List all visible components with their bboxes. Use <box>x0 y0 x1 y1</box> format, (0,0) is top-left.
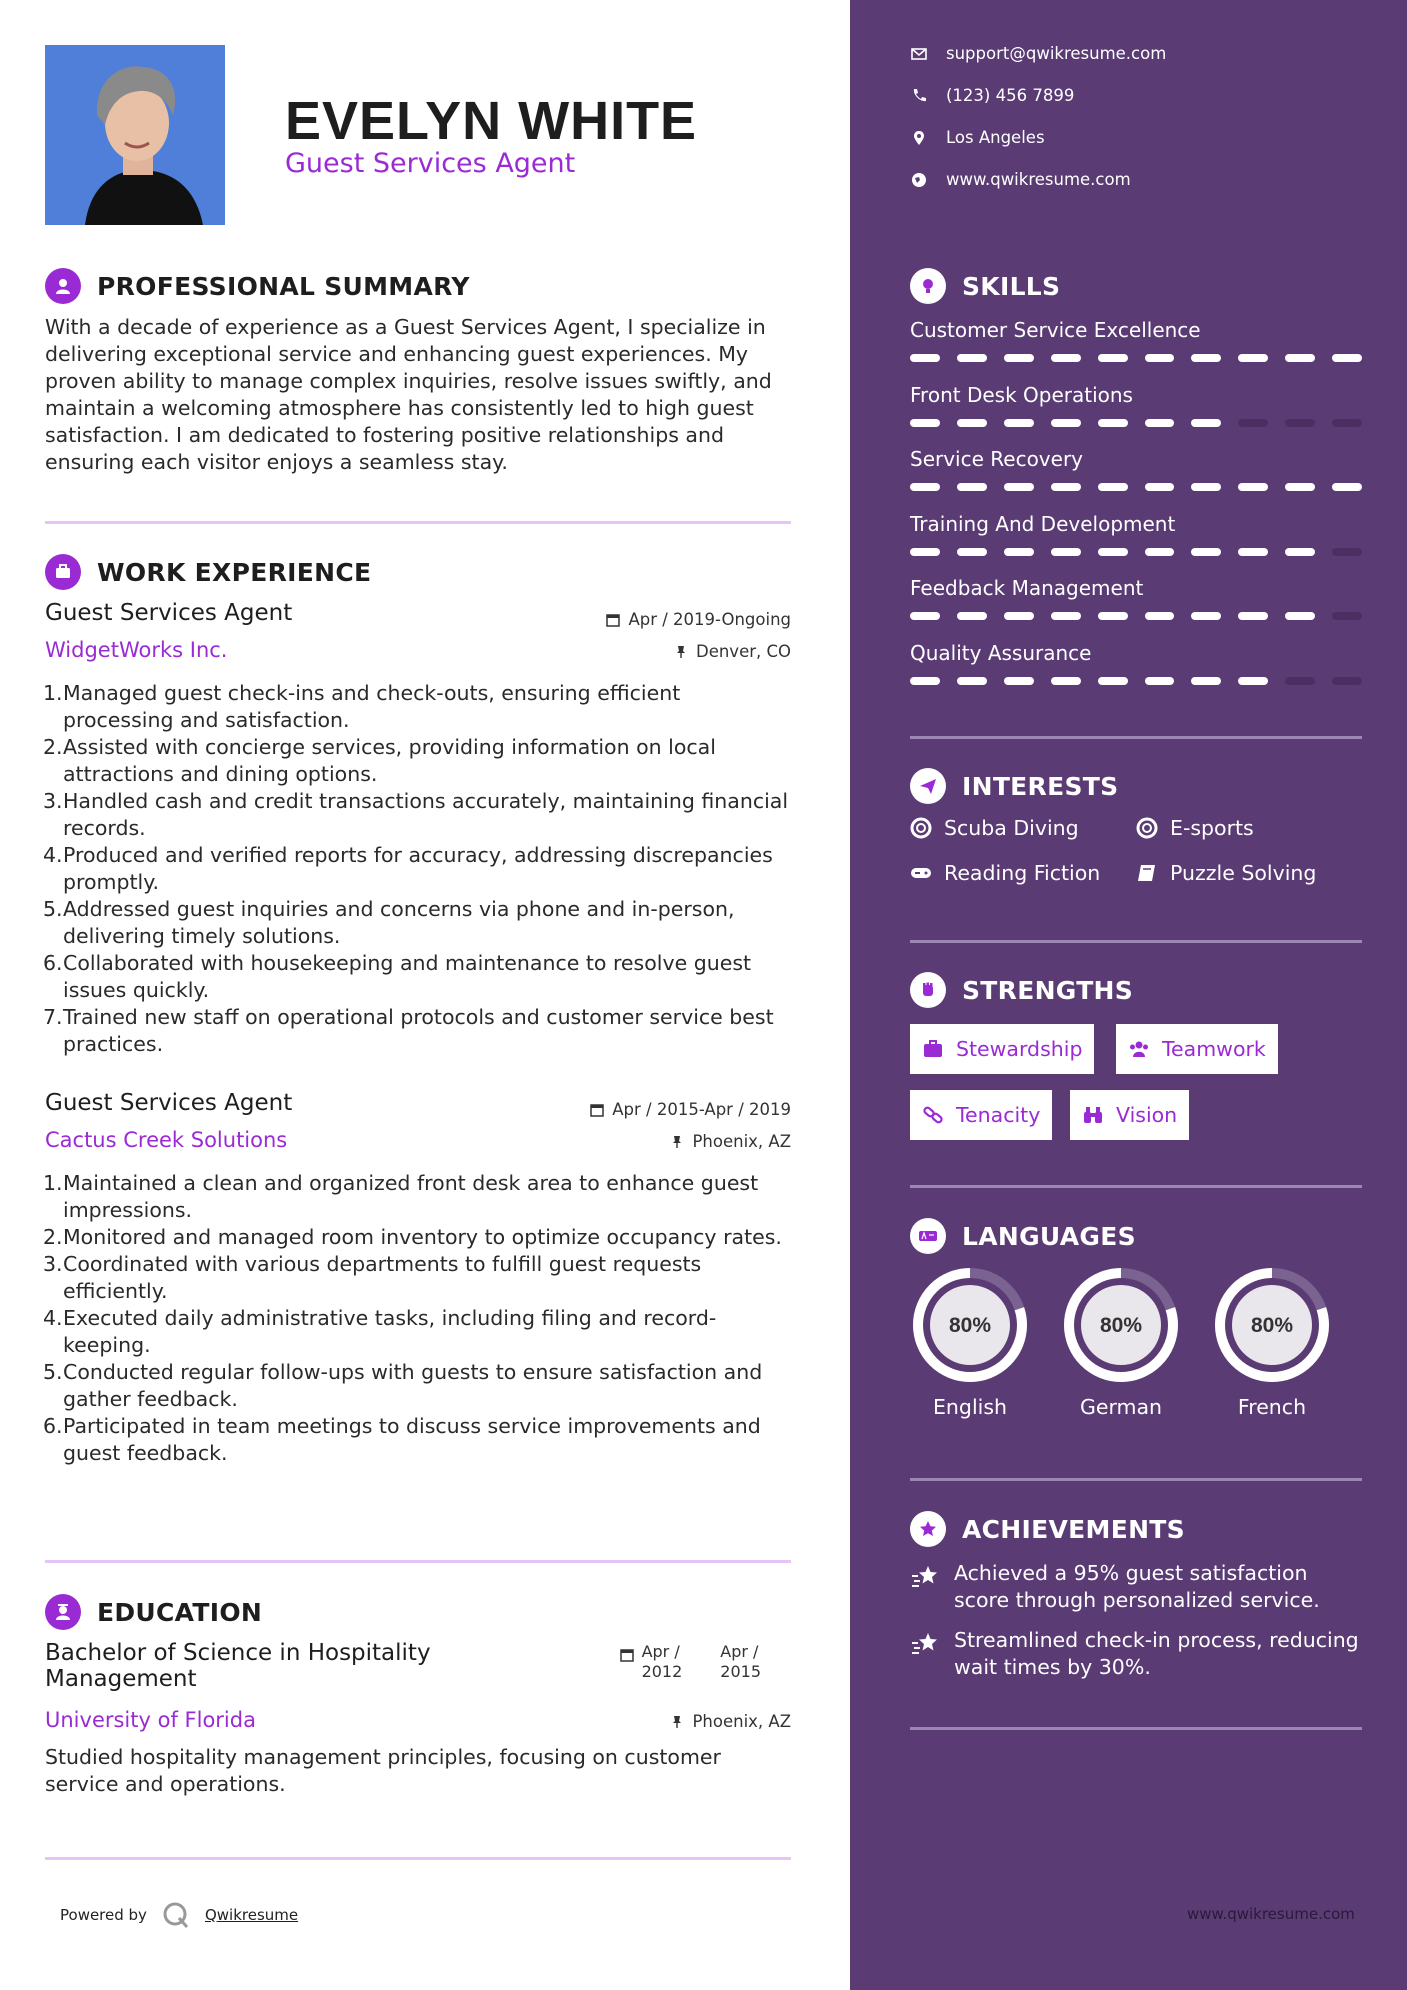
pin-icon <box>674 645 688 659</box>
skills-heading-row <box>910 268 1060 304</box>
list-item: 6. Participated in team meetings to discuss service improvements and guest feedback. <box>43 1414 761 1465</box>
language-percent: 80% <box>948 1314 992 1337</box>
job-dates-text: Apr / 2019-Ongoing <box>628 610 791 629</box>
language-progress-ring <box>1212 1265 1332 1385</box>
skill-item <box>910 447 1362 491</box>
rating-dash <box>1145 419 1175 427</box>
rating-dash <box>1051 677 1081 685</box>
rating-dash <box>1145 483 1175 491</box>
achievements-heading-row <box>910 1511 1185 1547</box>
section-divider <box>910 1727 1362 1730</box>
rating-dash <box>1004 612 1034 620</box>
skill-item <box>910 318 1362 362</box>
calendar-icon <box>590 1103 604 1117</box>
end-date: Apr / <box>720 1642 759 1661</box>
skill-item <box>910 641 1362 685</box>
school-name: University of Florida <box>45 1708 256 1732</box>
rating-dash <box>1098 354 1128 362</box>
interest-item <box>1136 861 1316 885</box>
list-item: 4. Produced and verified reports for accuracy, addressing discrepancies promptly. <box>43 843 773 894</box>
summary-heading: PROFESSIONAL SUMMARY <box>97 271 470 301</box>
briefcase-icon <box>45 554 81 590</box>
rating-dash <box>1238 483 1268 491</box>
job-duties-list <box>45 1170 795 1467</box>
job-title: Guest Services Agent <box>45 1090 293 1116</box>
skill-name: Feedback Management <box>910 576 1144 600</box>
section-divider <box>45 1857 791 1860</box>
rating-dash <box>910 483 940 491</box>
summary-section <box>45 268 805 476</box>
contact-website-text[interactable]: www.qwikresume.com <box>946 170 1131 189</box>
section-divider <box>45 1560 791 1563</box>
strengths-heading: STRENGTHS <box>962 975 1134 1005</box>
rating-dash <box>1145 612 1175 620</box>
phone-icon <box>910 87 928 105</box>
rating-dash <box>1098 548 1128 556</box>
rating-dash <box>957 419 987 427</box>
start-date: Apr / <box>641 1642 680 1661</box>
interest-label: Reading Fiction <box>944 861 1101 885</box>
rating-dash <box>1145 548 1175 556</box>
paper-plane-icon <box>910 768 946 804</box>
achievement-item <box>910 1560 1362 1614</box>
interest-label: Puzzle Solving <box>1170 861 1317 885</box>
rating-dash <box>1332 354 1362 362</box>
rating-dash <box>1191 612 1221 620</box>
skill-item <box>910 576 1362 620</box>
achievement-item <box>910 1627 1362 1681</box>
interests-heading-row <box>910 768 1118 804</box>
star-badge-icon <box>910 1511 946 1547</box>
rating-dash <box>1238 419 1268 427</box>
users-icon <box>1128 1038 1150 1060</box>
rating-dash <box>1004 419 1034 427</box>
list-item: 2. Monitored and managed room inventory to optimize occupancy rates. <box>43 1225 782 1249</box>
rating-dash <box>1145 677 1175 685</box>
rating-dash <box>1285 419 1315 427</box>
job-title: Guest Services Agent <box>45 600 293 626</box>
map-pin-icon <box>910 129 928 147</box>
achievements-heading: ACHIEVEMENTS <box>962 1514 1185 1544</box>
interest-item <box>1136 816 1254 840</box>
contact-website <box>910 170 1131 189</box>
education-heading: EDUCATION <box>97 1597 263 1627</box>
rating-dash <box>1051 612 1081 620</box>
experience-heading: WORK EXPERIENCE <box>97 557 372 587</box>
language-name: French <box>1237 1395 1307 1419</box>
job-dates <box>606 610 791 629</box>
life-ring-icon <box>1136 817 1158 839</box>
achievement-text: Streamlined check-in process, reducing wait times by 30%. <box>954 1628 1359 1679</box>
education-location-text: Phoenix, AZ <box>692 1712 791 1731</box>
job-location <box>674 642 791 661</box>
shooting-star-icon <box>910 1629 940 1659</box>
strength-badge <box>1070 1090 1189 1140</box>
contact-phone <box>910 86 1074 105</box>
achievement-text: Achieved a 95% guest satisfaction score through personalized service. <box>954 1561 1320 1612</box>
skill-name: Training And Development <box>910 511 1176 536</box>
skill-name: Customer Service Excellence <box>910 318 1201 342</box>
interest-label: E-sports <box>1170 816 1254 840</box>
strength-badge <box>1116 1024 1278 1074</box>
rating-dash <box>957 483 987 491</box>
list-item: 2. Assisted with concierge services, providing information on local attractions and dining options. <box>43 735 716 786</box>
rating-dash <box>910 677 940 685</box>
strength-label: Tenacity <box>956 1103 1041 1127</box>
rating-dash <box>1145 354 1175 362</box>
binoculars-icon <box>1082 1104 1104 1126</box>
user-icon <box>45 268 81 304</box>
section-divider <box>910 1478 1362 1481</box>
qwikresume-logo-icon <box>161 1900 191 1930</box>
pin-icon <box>670 1135 684 1149</box>
brand-link[interactable]: Qwikresume <box>204 1906 299 1924</box>
languages-heading: LANGUAGES <box>962 1221 1136 1251</box>
rating-dash <box>1332 548 1362 556</box>
job-location <box>670 1132 791 1151</box>
candidate-role: Guest Services Agent <box>285 148 576 179</box>
calendar-icon <box>606 613 620 627</box>
list-item: 1. Maintained a clean and organized front desk area to enhance guest impressions. <box>43 1171 759 1222</box>
rating-dash <box>910 419 940 427</box>
list-item: 4. Executed daily administrative tasks, including filing and record-keeping. <box>43 1306 717 1357</box>
job-location-text: Phoenix, AZ <box>692 1132 791 1151</box>
strength-label: Vision <box>1116 1103 1178 1127</box>
end-year: 2015 <box>720 1662 761 1681</box>
section-divider <box>910 940 1362 943</box>
strength-badge <box>910 1090 1052 1140</box>
skill-rating <box>910 354 1362 362</box>
company-name: Cactus Creek Solutions <box>45 1128 288 1152</box>
degree-line: Bachelor of Science in Hospitality <box>45 1640 431 1666</box>
language-item <box>1212 1265 1332 1419</box>
section-divider <box>45 521 791 524</box>
rating-dash <box>1238 354 1268 362</box>
strength-label: Stewardship <box>956 1037 1083 1061</box>
shooting-star-icon <box>910 1562 940 1592</box>
rating-dash <box>1004 677 1034 685</box>
pin-icon <box>670 1715 684 1729</box>
rating-dash <box>1098 677 1128 685</box>
rating-dash <box>1004 354 1034 362</box>
profile-photo <box>45 45 225 225</box>
rating-dash <box>1051 483 1081 491</box>
rating-dash <box>1191 548 1221 556</box>
rating-dash <box>1238 548 1268 556</box>
language-item <box>910 1265 1030 1419</box>
skill-rating <box>910 419 1362 427</box>
experience-section <box>45 554 791 1514</box>
section-divider <box>910 736 1362 739</box>
education-description: Studied hospitality management principles, focusing on customer service and operations. <box>45 1745 721 1796</box>
rating-dash <box>1285 612 1315 620</box>
interest-item <box>910 861 1100 885</box>
job-location-text: Denver, CO <box>695 642 791 661</box>
rating-dash <box>1098 483 1128 491</box>
summary-text: With a decade of experience as a Guest Services Agent, I specialize in delivering exceptional service and enhancing guest experiences. My proven ability to manage complex inquiries, resolve issues swiftly, and maintain a welcoming atmosphere has consistently led to high guest satisfaction. I am dedicated to fostering positive relationships and ensuring each visitor enjoys a seamless stay. <box>45 315 772 474</box>
skill-item <box>910 383 1362 427</box>
list-item: 3. Handled cash and credit transactions accurately, maintaining financial records. <box>43 789 789 840</box>
contact-location-text: Los Angeles <box>946 128 1045 147</box>
candidate-name: EVELYN WHITE <box>285 91 698 151</box>
rating-dash <box>1332 677 1362 685</box>
fist-icon <box>910 972 946 1008</box>
book-icon <box>1136 862 1158 884</box>
skill-name: Service Recovery <box>910 447 1084 471</box>
skill-name: Front Desk Operations <box>910 382 1133 407</box>
skill-rating <box>910 677 1362 685</box>
rating-dash <box>957 612 987 620</box>
degree-name <box>45 1640 431 1692</box>
rating-dash <box>1191 677 1221 685</box>
language-name: English <box>932 1395 1008 1419</box>
footer-url[interactable]: www.qwikresume.com <box>1187 1905 1355 1923</box>
graduation-icon <box>45 1594 81 1630</box>
interests-heading: INTERESTS <box>962 771 1119 801</box>
rating-dash <box>1098 612 1128 620</box>
rating-dash <box>957 677 987 685</box>
education-location <box>670 1712 791 1731</box>
education-dates <box>620 1642 761 1682</box>
list-item: 1. Managed guest check-ins and check-outs, ensuring efficient processing and satisfaction. <box>43 681 681 732</box>
company-name: WidgetWorks Inc. <box>45 638 228 662</box>
lightbulb-icon <box>910 268 946 304</box>
rating-dash <box>1285 548 1315 556</box>
rating-dash <box>910 548 940 556</box>
link-icon <box>922 1104 944 1126</box>
languages-heading-row <box>910 1218 1136 1254</box>
rating-dash <box>1051 419 1081 427</box>
rating-dash <box>1332 419 1362 427</box>
rating-dash <box>1285 483 1315 491</box>
envelope-icon <box>910 45 928 63</box>
rating-dash <box>1238 612 1268 620</box>
list-item: 5. Addressed guest inquiries and concerns via phone and in-person, delivering timely solutions. <box>43 897 735 948</box>
language-percent: 80% <box>1250 1314 1294 1337</box>
skill-item <box>910 512 1362 556</box>
rating-dash <box>1004 548 1034 556</box>
degree-line: Management <box>45 1666 197 1692</box>
skill-rating <box>910 548 1362 556</box>
gamepad-icon <box>910 862 932 884</box>
job-duties-list <box>45 680 795 1058</box>
skill-rating <box>910 483 1362 491</box>
list-item: 7. Trained new staff on operational protocols and customer service best practices. <box>43 1005 774 1056</box>
interest-item <box>910 816 1079 840</box>
list-item: 5. Conducted regular follow-ups with guests to ensure satisfaction and gather feedback. <box>43 1360 763 1411</box>
portrait-image <box>45 45 225 225</box>
language-item <box>1061 1265 1181 1419</box>
rating-dash <box>1098 419 1128 427</box>
rating-dash <box>1004 483 1034 491</box>
rating-dash <box>1191 354 1221 362</box>
rating-dash <box>1332 612 1362 620</box>
contact-phone-text: (123) 456 7899 <box>946 86 1075 105</box>
education-section <box>45 1594 791 1824</box>
rating-dash <box>910 354 940 362</box>
contact-email <box>910 44 1166 63</box>
strength-badge <box>910 1024 1094 1074</box>
rating-dash <box>1285 677 1315 685</box>
rating-dash <box>1191 483 1221 491</box>
powered-by <box>60 1900 298 1930</box>
rating-dash <box>1191 419 1221 427</box>
rating-dash <box>957 548 987 556</box>
section-divider <box>910 1185 1362 1188</box>
contact-location <box>910 128 1045 147</box>
skill-name: Quality Assurance <box>910 640 1092 665</box>
rating-dash <box>1238 677 1268 685</box>
briefcase-icon <box>922 1038 944 1060</box>
globe-icon <box>910 171 928 189</box>
skills-heading: SKILLS <box>962 271 1061 301</box>
language-name: German <box>1079 1395 1163 1419</box>
rating-dash <box>1051 548 1081 556</box>
language-percent: 80% <box>1099 1314 1143 1337</box>
job-dates <box>590 1100 791 1119</box>
rating-dash <box>910 612 940 620</box>
strengths-heading-row <box>910 972 1133 1008</box>
life-ring-icon <box>910 817 932 839</box>
rating-dash <box>1285 354 1315 362</box>
list-item: 6. Collaborated with housekeeping and maintenance to resolve guest issues quickly. <box>43 951 752 1002</box>
strength-label: Teamwork <box>1162 1037 1266 1061</box>
skill-rating <box>910 612 1362 620</box>
rating-dash <box>1332 483 1362 491</box>
contact-email-text[interactable]: support@qwikresume.com <box>946 44 1167 63</box>
list-item: 3. Coordinated with various departments to fulfill guest requests efficiently. <box>43 1252 702 1303</box>
rating-dash <box>957 354 987 362</box>
start-year: 2012 <box>641 1662 683 1681</box>
interest-label: Scuba Diving <box>944 816 1079 840</box>
language-icon <box>910 1218 946 1254</box>
language-progress-ring <box>910 1265 1030 1385</box>
rating-dash <box>1051 354 1081 362</box>
job-dates-text: Apr / 2015-Apr / 2019 <box>612 1100 791 1119</box>
sidebar <box>850 0 1407 1990</box>
powered-by-label: Powered by <box>60 1906 147 1924</box>
calendar-icon <box>620 1648 634 1662</box>
language-progress-ring <box>1061 1265 1181 1385</box>
